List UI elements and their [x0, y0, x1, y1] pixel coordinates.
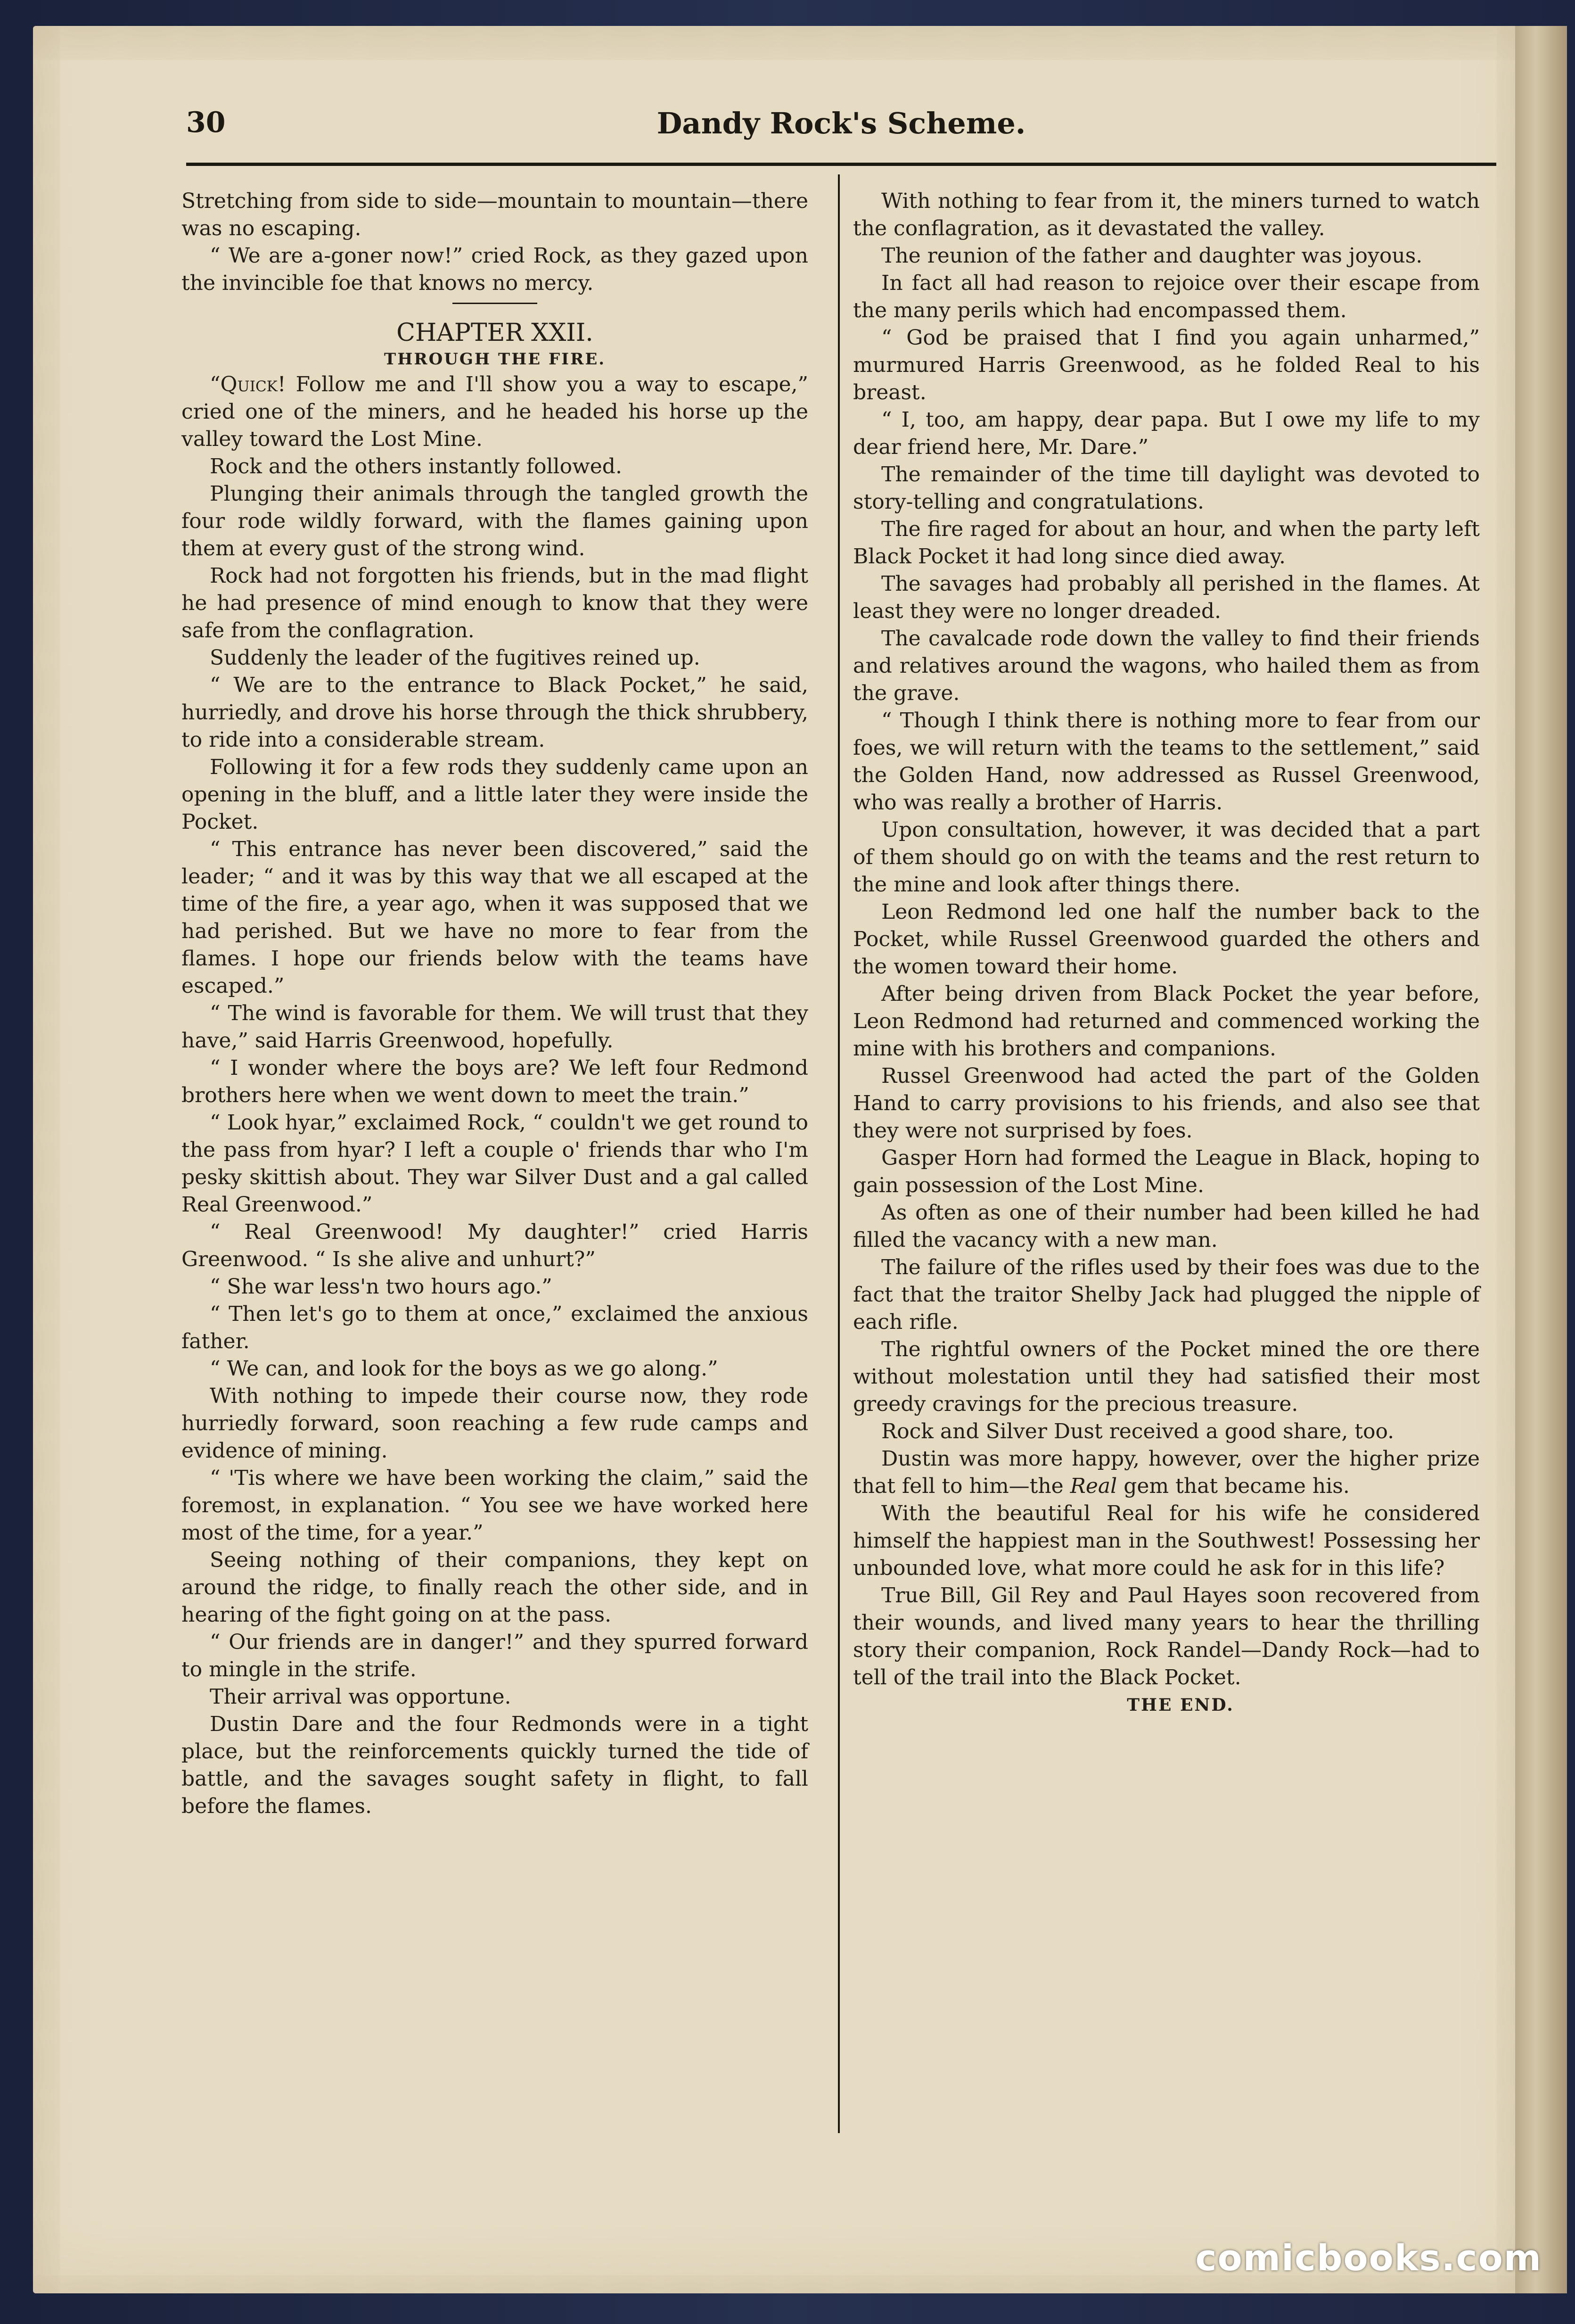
paragraph: Rock and the others instantly followed. — [210, 454, 622, 478]
paragraph: Stretching from side to side—mountain to mountain—there was no escaping. — [181, 189, 808, 240]
paragraph: Russel Greenwood had acted the part of the Golden Hand to carry provisions to his friends, and also see that they were not surprised by foes. — [853, 1064, 1480, 1143]
paragraph: “ Look hyar,” exclaimed Rock, “ couldn't we get round to the pass from hyar? I left a couple o' friends thar who I'm pesky skittish about. They war Silver Dust and a gal called Real Greenwood.” — [181, 1111, 808, 1217]
dustin-text-before: Dustin was more happy, however, over the higher prize that fell to him—the — [853, 1447, 1480, 1498]
paragraph: “ She war less'n two hours ago.” — [210, 1275, 552, 1299]
left-column — [181, 188, 808, 1820]
the-end: THE END. — [1127, 1695, 1234, 1715]
paragraph: Upon consultation, however, it was decided that a part of them should go on with the teams and the rest return to the mine and look after things there. — [853, 818, 1480, 897]
paragraph: In fact all had reason to rejoice over their escape from the many perils which had encompassed them. — [853, 271, 1480, 322]
right-column — [853, 188, 1480, 1719]
chapter-opening-paragraph: “Quick! Follow me and I'll show you a way to escape,” cried one of the miners, and he headed his horse up the valley toward the Lost Mine. — [181, 372, 808, 451]
paragraph: “ Then let's go to them at once,” exclaimed the anxious father. — [181, 1302, 808, 1353]
paragraph: The rightful owners of the Pocket mined the ore there without molestation until they had satisfied their most greedy cravings for the precious treasure. — [853, 1337, 1480, 1416]
paragraph: Gasper Horn had formed the League in Black, hoping to gain possession of the Lost Mine. — [853, 1146, 1480, 1197]
paragraph: The reunion of the father and daughter was joyous. — [881, 244, 1423, 268]
paragraph: The fire raged for about an hour, and when the party left Black Pocket it had long since died away. — [853, 517, 1480, 569]
paragraph: True Bill, Gil Rey and Paul Hayes soon recovered from their wounds, and lived many years to hear the thrilling story their companion, Rock Randel—Dandy Rock—had to tell of the trail into the Black Pocket. — [853, 1583, 1480, 1689]
paragraph: “ Our friends are in danger!” and they spurred forward to mingle in the strife. — [181, 1630, 808, 1681]
paragraph: After being driven from Black Pocket the year before, Leon Redmond had returned and commenced working the mine with his brothers and companions. — [853, 982, 1480, 1061]
page-header — [186, 106, 1496, 163]
dustin-text-after: gem that became his. — [1117, 1474, 1350, 1498]
page-edge-strip — [1515, 26, 1567, 2293]
paragraph: As often as one of their number had been killed he had filled the vacancy with a new man. — [853, 1201, 1480, 1252]
header-rule — [186, 163, 1496, 166]
paragraph: Seeing nothing of their companions, they kept on around the ridge, to finally reach the other side, and in hearing of the fight going on at the pass. — [181, 1548, 808, 1627]
column-divider — [838, 174, 840, 2133]
paragraph: Leon Redmond led one half the number back to the Pocket, while Russel Greenwood guarded the others and the women toward their home. — [853, 900, 1480, 979]
paragraph: Their arrival was opportune. — [210, 1685, 511, 1709]
paragraph: With the beautiful Real for his wife he considered himself the happiest man in the Southwest! Possessing her unbounded love, what more could he ask for in this life? — [853, 1501, 1480, 1580]
paragraph: The failure of the rifles used by their foes was due to the fact that the traitor Shelby Jack had plugged the nipple of each rifle. — [853, 1255, 1480, 1334]
paragraph: “ The wind is favorable for them. We will trust that they have,” said Harris Greenwood, hopefully. — [181, 1001, 808, 1053]
running-title: Dandy Rock's Scheme. — [656, 106, 1026, 140]
first-paragraph-rest: Follow me and I'll show you a way to escape,” cried one of the miners, and he headed his horse up the valley toward the Lost Mine. — [181, 372, 808, 451]
paragraph: Plunging their animals through the tangled growth the four rode wildly forward, with the flames gaining upon them at every gust of the strong wind. — [181, 482, 808, 560]
paragraph: Dustin Dare and the four Redmonds were in a tight place, but the reinforcements quickly turned the tide of battle, and the savages sought safety in flight, to fall before the flames. — [181, 1712, 808, 1818]
paragraph: “ God be praised that I find you again unharmed,” murmured Harris Greenwood, as he folded Real to his breast. — [853, 326, 1480, 404]
paragraph: With nothing to impede their course now, they rode hurriedly forward, soon reaching a few rude camps and evidence of mining. — [181, 1384, 808, 1463]
paragraph: Suddenly the leader of the fugitives reined up. — [210, 646, 700, 670]
paragraph: “ This entrance has never been discovered,” said the leader; “ and it was by this way that we all escaped at the time of the fire, a year ago, when it was supposed that we had perished. But we have no more to fear from the flames. I hope our friends below with the teams have escaped.” — [181, 837, 808, 998]
paragraph: “ We are to the entrance to Black Pocket,” he said, hurriedly, and drove his horse through the thick shrubbery, to ride into a considerable stream. — [181, 673, 808, 752]
paragraph: The remainder of the time till daylight was devoted to story-telling and congratulations. — [853, 462, 1480, 514]
dustin-italic-word: Real — [1070, 1474, 1117, 1498]
paragraph: With nothing to fear from it, the miners turned to watch the conflagration, as it devastated the valley. — [853, 189, 1480, 240]
paragraph: Following it for a few rods they suddenly came upon an opening in the bluff, and a little later they were inside the Pocket. — [181, 755, 808, 834]
page-number: 30 — [186, 106, 226, 139]
chapter-title: CHAPTER XXII. — [396, 319, 593, 347]
watermark: comicbooks.com — [1195, 2237, 1542, 2279]
paragraph: Rock had not forgotten his friends, but in the mad flight he had presence of mind enough to know that they were safe from the conflagration. — [181, 564, 808, 643]
paragraph: “ I wonder where the boys are? We left four Redmond brothers here when we went down to meet the train.” — [181, 1056, 808, 1107]
paragraph: “ Though I think there is nothing more to fear from our foes, we will return with the teams to the settlement,” said the Golden Hand, now addressed as Russel Greenwood, who was really a brother of Harris. — [853, 709, 1480, 815]
paragraph: The savages had probably all perished in the flames. At least they were no longer dreaded. — [853, 572, 1480, 623]
first-word: Quick! — [220, 372, 286, 396]
chapter-subtitle: THROUGH THE FIRE. — [384, 350, 606, 369]
dustin-paragraph — [853, 1445, 1480, 1500]
paragraph: “ 'Tis where we have been working the claim,” said the foremost, in explanation. “ You see we have worked here most of the time, for a year.” — [181, 1466, 808, 1545]
section-divider — [452, 303, 537, 304]
paragraph: The cavalcade rode down the valley to find their friends and relatives around the wagons, who hailed them as from the grave. — [853, 626, 1480, 705]
paragraph: “ Real Greenwood! My daughter!” cried Harris Greenwood. “ Is she alive and unhurt?” — [181, 1220, 808, 1271]
paragraph: “ We are a-goner now!” cried Rock, as they gazed upon the invincible foe that knows no mercy. — [181, 244, 808, 295]
paragraph: Rock and Silver Dust received a good share, too. — [881, 1419, 1395, 1443]
paragraph: “ We can, and look for the boys as we go along.” — [210, 1357, 718, 1381]
paragraph: “ I, too, am happy, dear papa. But I owe my life to my dear friend here, Mr. Dare.” — [853, 408, 1480, 459]
